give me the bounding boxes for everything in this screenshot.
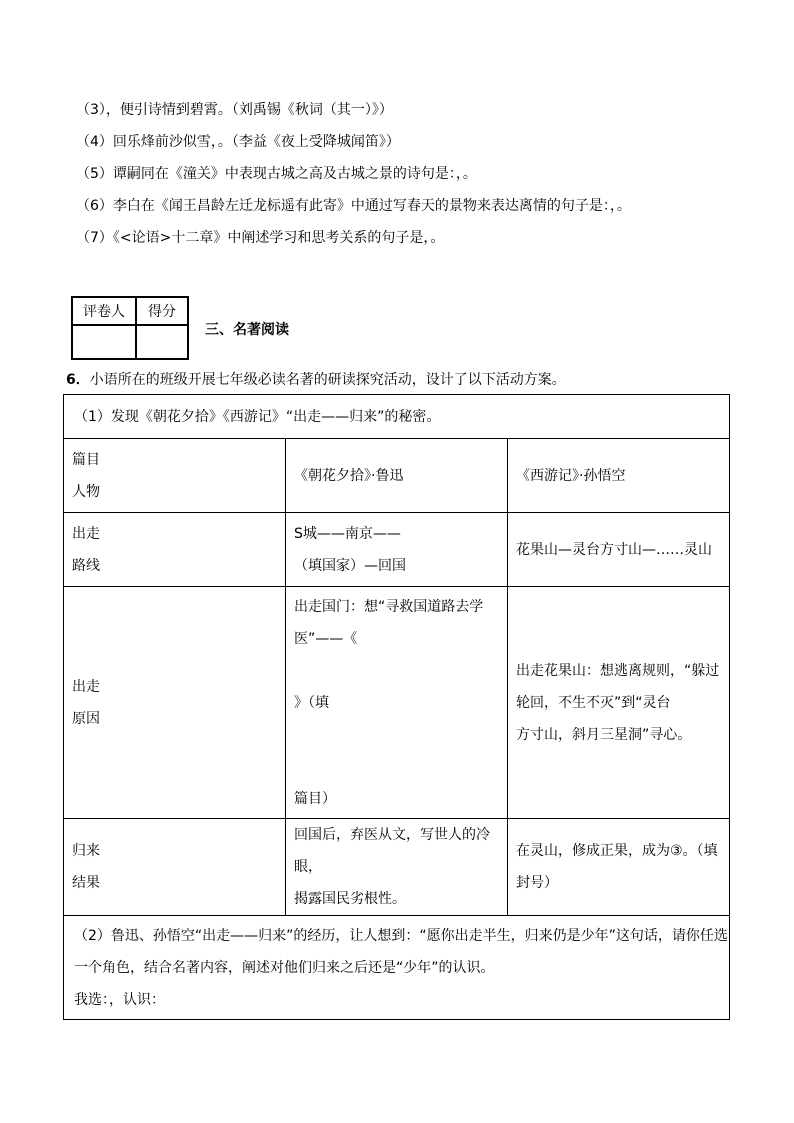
- cell-line: 出走国门：想“寻救国道路去学: [294, 598, 484, 615]
- row-head-line: 结果: [72, 875, 100, 891]
- score-header: 得分: [136, 297, 188, 325]
- cell-line: 《朝花夕拾》·鲁迅: [294, 467, 404, 484]
- row-head-line: 出走: [72, 678, 100, 695]
- score-cell[interactable]: [136, 325, 188, 359]
- lu-xun-result-cell: [286, 819, 508, 916]
- cell-line: [294, 719, 507, 751]
- cell-line: 方寸山，斜月三星洞”寻心。: [516, 726, 692, 743]
- table-row: [64, 439, 730, 513]
- cell-line: 花果山—灵台方寸山—……灵山: [516, 541, 712, 558]
- cell-line: （填国家）—回国: [294, 557, 406, 574]
- fill-item-3: （3），便引诗情到碧霄。（刘禹锡《秋词（其一）》）: [76, 102, 393, 118]
- cell-line: 揭露国民劣根性。: [294, 891, 406, 907]
- cell-line: 》（填: [294, 694, 329, 711]
- fill-item-5: （5）谭嗣同在《潼关》中表现古城之高及古城之景的诗句是：，。: [76, 166, 477, 182]
- cell-line: [294, 751, 507, 783]
- sun-wukong-cell: [508, 439, 730, 513]
- part1-text: （1）发现《朝花夕拾》《西游记》“出走——归来”的秘密。: [74, 408, 441, 425]
- table-row: [64, 513, 730, 587]
- part1-header: [64, 395, 730, 439]
- cell-line: 在灵山，修成正果，成为③。（填封号）: [516, 843, 718, 891]
- row-head-line: 人物: [72, 483, 100, 500]
- question-text: 小语所在的班级开展七年级必读名著的研读探究活动，设计了以下活动方案。: [89, 372, 566, 388]
- row-head-line: 归来: [72, 843, 100, 859]
- sun-wukong-reason-cell: [508, 587, 730, 819]
- row-head: [64, 513, 286, 587]
- table-row: [64, 819, 730, 916]
- grader-header: 评卷人: [72, 297, 136, 325]
- question-number: 6．: [66, 372, 90, 388]
- row-head-line: 出走: [72, 525, 100, 542]
- activity-table: [63, 394, 730, 1020]
- row-head: [64, 587, 286, 819]
- row-head-line: 篇目: [72, 451, 100, 468]
- part2-cell[interactable]: [64, 916, 730, 1020]
- row-head-line: 路线: [72, 557, 100, 574]
- fill-item-7: （7）《<论语>十二章》中阐述学习和思考关系的句子是，。: [76, 230, 445, 246]
- cell-line: S城——南京——: [294, 525, 401, 542]
- cell-line: [294, 655, 507, 687]
- cell-line: 《西游记》·孙悟空: [516, 467, 626, 484]
- row-head-line: 原因: [72, 710, 100, 727]
- sun-wukong-route-cell: [508, 513, 730, 587]
- row-head: [64, 819, 286, 916]
- score-table: [71, 296, 189, 360]
- part2-line: （2）鲁迅、孙悟空“出走——归来”的经历，让人想到：“愿你出走半生，归来仍是少年”这句话，请你任选: [74, 927, 728, 944]
- row-head: [64, 439, 286, 513]
- part2-line: 一个角色，结合名著内容，阐述对他们归来之后还是“少年”的认识。: [74, 959, 495, 976]
- section-title: 三、名著阅读: [205, 322, 289, 338]
- grader-cell[interactable]: [72, 325, 136, 359]
- part2-answer-line: 我选：，认识：: [74, 991, 165, 1008]
- cell-line: 医”——《: [294, 630, 358, 647]
- cell-line: 篇目）: [294, 790, 336, 807]
- lu-xun-route-cell[interactable]: [286, 513, 508, 587]
- fill-item-6: （6）李白在《闻王昌龄左迁龙标遥有此寄》中通过写春天的景物来表达离情的句子是：，。: [76, 198, 631, 214]
- sun-wukong-result-cell[interactable]: [508, 819, 730, 916]
- table-row: [64, 587, 730, 819]
- cell-line: 回国后，弃医从文，写世人的冷眼，: [294, 827, 490, 875]
- lu-xun-cell: [286, 439, 508, 513]
- question-6: [66, 369, 566, 389]
- fill-item-4: （4）回乐烽前沙似雪，。（李益《夜上受降城闻笛》）: [76, 134, 400, 150]
- lu-xun-reason-cell[interactable]: [286, 587, 508, 819]
- cell-line: 出走花果山：想逃离规则，“躲过轮回，不生不灭”到“灵台: [516, 662, 720, 711]
